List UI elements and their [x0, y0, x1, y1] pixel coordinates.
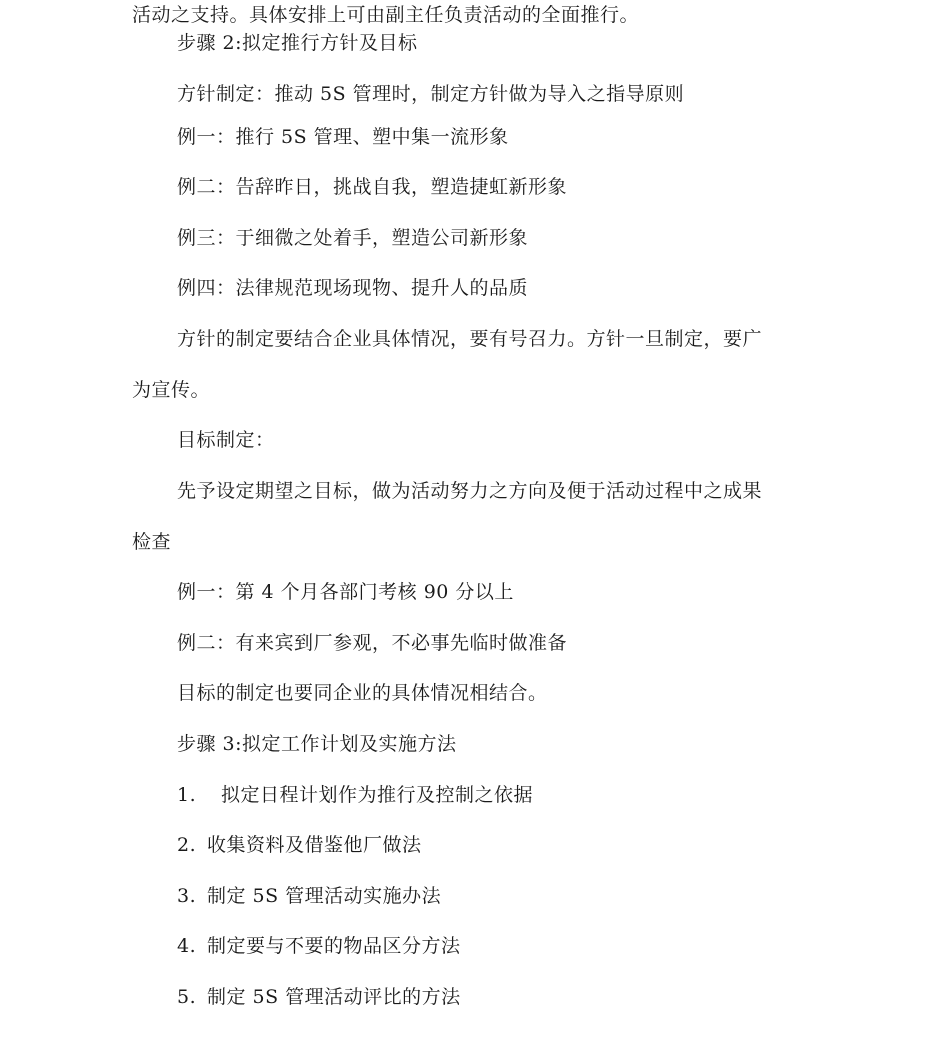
- list-text: 收集资料及借鉴他厂做法: [207, 834, 422, 856]
- list-text: 制定要与不要的物品区分方法: [207, 935, 461, 957]
- list-item: [177, 933, 461, 959]
- step-heading: 步骤 3:拟定工作计划及实施方法: [177, 733, 457, 755]
- example-line: 例三：于细微之处着手，塑造公司新形象: [177, 227, 529, 249]
- paragraph-line: 方针的制定要结合企业具体情况，要有号召力。方针一旦制定，要广: [177, 328, 763, 350]
- example-line: 例一：推行 5S 管理、塑中集一流形象: [177, 126, 509, 148]
- paragraph-line: 活动之支持。具体安排上可由副主任负责活动的全面推行。: [132, 4, 640, 26]
- list-item: [177, 782, 533, 808]
- example-line: 例一：第 4 个月各部门考核 90 分以上: [177, 581, 514, 603]
- list-text: 制定 5S 管理活动实施办法: [207, 885, 442, 907]
- paragraph-line: 为宣传。: [132, 379, 211, 401]
- list-number: 3.: [177, 885, 197, 907]
- list-item: [177, 883, 441, 909]
- step-heading: 步骤 2:拟定推行方针及目标: [177, 32, 418, 54]
- list-item: [177, 832, 422, 858]
- paragraph-line: 目标制定：: [177, 429, 275, 451]
- list-text: 拟定日程计划作为推行及控制之依据: [221, 784, 534, 806]
- list-number: 4.: [177, 935, 197, 957]
- example-line: 例二：告辞昨日，挑战自我，塑造捷虹新形象: [177, 176, 568, 198]
- list-number: 1.: [177, 784, 197, 806]
- list-number: 5.: [177, 986, 197, 1008]
- paragraph-line: 方针制定：推动 5S 管理时，制定方针做为导入之指导原则: [177, 83, 685, 105]
- example-line: 例四：法律规范现场现物、提升人的品质: [177, 277, 529, 299]
- paragraph-line: 检查: [132, 531, 172, 553]
- paragraph-line: 先予设定期望之目标，做为活动努力之方向及便于活动过程中之成果: [177, 480, 763, 502]
- list-item: [177, 984, 461, 1010]
- paragraph-line: 目标的制定也要同企业的具体情况相结合。: [177, 682, 548, 704]
- example-line: 例二：有来宾到厂参观，不必事先临时做准备: [177, 632, 568, 654]
- list-text: 制定 5S 管理活动评比的方法: [207, 986, 461, 1008]
- list-number: 2.: [177, 834, 197, 856]
